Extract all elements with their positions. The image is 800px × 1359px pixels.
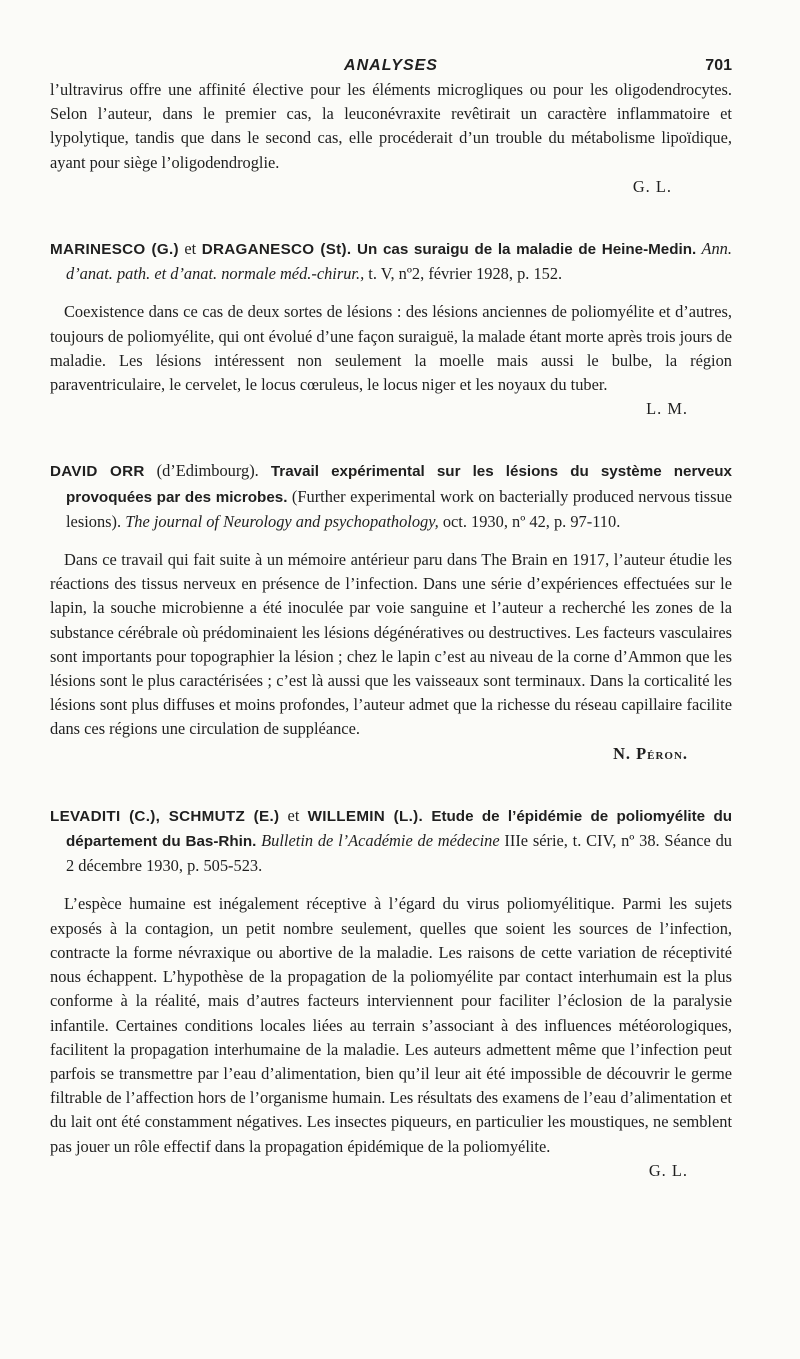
abstract-entry-marinesco: [50, 237, 732, 421]
article-title: Travail expérimental sur les lésions du système nerveux provoquées par des microbes.: [66, 463, 732, 506]
citation: [50, 459, 732, 534]
publication-details: t. V, nº2, février 1928, p. 152.: [364, 264, 563, 284]
journal-page: [50, 48, 732, 1183]
english-title: (Further experimental work on bacterially produced nervous tissue lesions).: [66, 486, 733, 531]
authors-second: DRAGANESCO (St).: [201, 241, 352, 259]
citation: [50, 237, 732, 286]
publication-details: IIIe série, t. CIV, nº 38. Séance du 2 décembre 1930, p. 505-523.: [66, 831, 732, 876]
continuation-text: l’ultravirus offre une affinité élective pour les éléments microgliques ou pour les oligodendrocytes. Selon l’auteur, dans le premier cas, la leuconévraxite revêtirait un caractère inflammatoire et lypolytique, tandis que dans le second cas, elle procéderait d’un trouble du métabolisme lipoïdique, ayant pour siège l’oligodendroglie.: [50, 80, 732, 172]
abstract-body: Dans ce travail qui fait suite à un mémoire antérieur paru dans The Brain en 1917, l’auteur étudie les réactions des tissus nerveux en présence de l’infection. Dans une série d’expériences effectuées sur le lapin, la souche microbienne a été inoculée par voie sanguine et l’auteur a recherché les zones de la substance cérébrale où prédominaient les lésions dégénératives ou destructives. Les facteurs vasculaires sont importants pour topographier la lésion ; chez le lapin c’est au niveau de la corne d’Ammon que les lésions sont le plus caractérisées ; c’est là aussi que les vaisseaux sont terminaux. Dans la corticalité les lésions sont plus diffuses et moins profondes, l’auteur admet que la richesse du réseau capillaire facilite dans ces régions une circulation de suppléance.: [50, 550, 732, 739]
abstract-signature: L. M.: [646, 399, 688, 419]
conjunction: et: [279, 805, 308, 825]
section-title: ANALYSES: [344, 57, 438, 74]
journal-name: Bulletin de l’Académie de médecine: [256, 831, 500, 851]
abstract-body: Coexistence dans ce cas de deux sortes de lésions : des lésions anciennes de poliomyélite et d’autres, toujours de poliomyélite, qui ont évolué d’une façon suraiguë, la malade étant morte après trois jours de maladie. Les lésions intéressent non seulement la moelle mais aussi le bulbe, la région paraventriculaire, le cervelet, le locus cœruleus, le locus niger et les noyaux du tuber.: [50, 302, 732, 395]
author-place: (d’Edimbourg).: [144, 461, 259, 481]
abstract-signature: G. L.: [648, 1160, 688, 1180]
page-number: 701: [705, 57, 732, 74]
abstract-signature: N. Péron.: [613, 743, 688, 763]
running-header: [50, 48, 732, 78]
authors: MARINESCO (G.): [50, 241, 179, 259]
conjunction: et: [178, 239, 202, 259]
article-title: Etude de l’épidémie de poliomyélite du département du Bas-Rhin.: [66, 807, 733, 851]
authors: LEVADITI (C.), SCHMUTZ (E.): [50, 807, 280, 825]
publication-details: oct. 1930, nº 42, p. 97-110.: [438, 511, 621, 531]
journal-name: Ann. d’anat. path. et d’anat. normale méd.-chirur.,: [66, 239, 732, 284]
continuation-signature: G. L.: [632, 176, 672, 196]
abstract-body: L’espèce humaine est inégalement réceptive à l’égard du virus poliomyélitique. Parmi les sujets exposés à la contagion, un petit nombre seulement, quelles que soient les sources de l’infection, contracte la forme névraxique ou abortive de la maladie. Les raisons de cette variation de réceptivité nous échappent. L’hypothèse de la propagation de la poliomyélite par contact interhumain est la plus conforme à la réalité, mais d’autres facteurs interviennent pour faciliter l’éclosion de la paralysie infantile. Certaines conditions locales liées au terrain s’associant à des influences météorologiques, facilitent la propagation interhumaine de la maladie. Les auteurs admettent même que l’infection peut parfois se transmettre par l’eau d’alimentation, bien qu’il leur ait été impossible de découvrir le germe filtrable de l’affection hors de l’organisme humain. Les résultats des examens de l’eau d’alimentation et du lait ont été constamment négatives. Les insectes piqueurs, en particulier les moustiques, ne semblent pas jouer un rôle effectif dans la propagation épidémique de la poliomyélite.: [50, 894, 732, 1156]
article-title: Un cas suraigu de la maladie de Heine-Medin.: [351, 241, 697, 259]
abstract-entry-levaditi: [50, 804, 732, 1183]
authors: DAVID ORR: [50, 463, 145, 481]
citation: [50, 804, 732, 879]
authors-second: WILLEMIN (L.).: [307, 807, 424, 825]
journal-name: The journal of Neurology and psychopathology,: [121, 511, 439, 531]
abstract-entry-orr: [50, 459, 732, 765]
continuation-abstract: [50, 78, 732, 199]
